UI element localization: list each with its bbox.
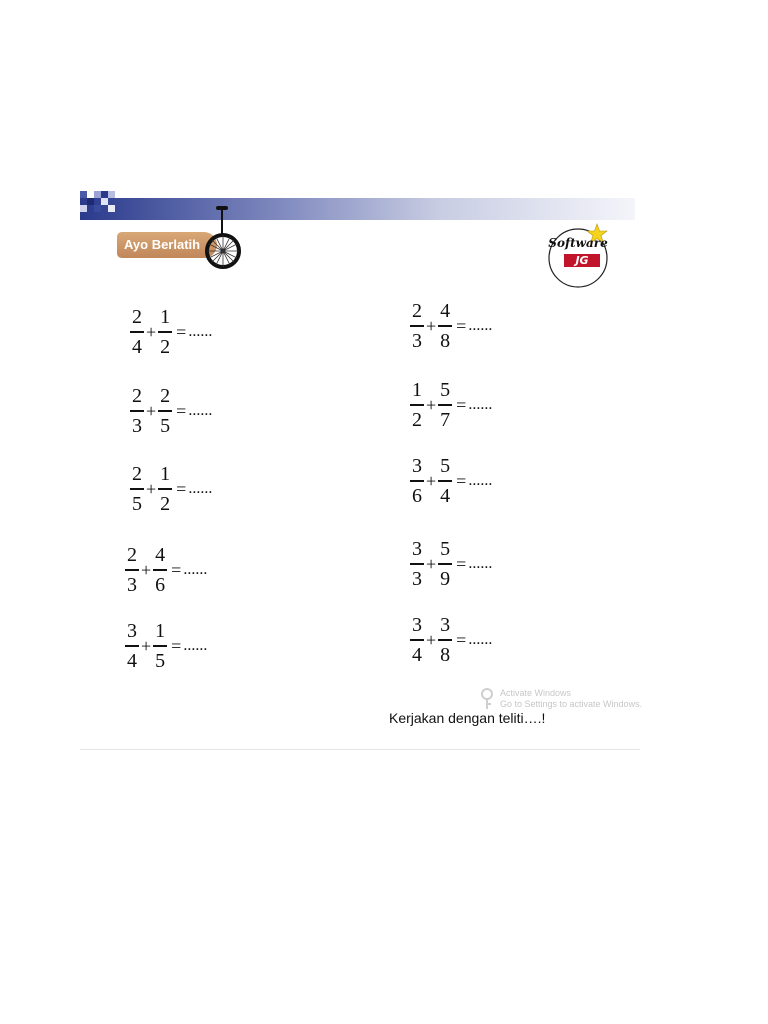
numerator: 3 xyxy=(412,538,422,561)
denominator: 5 xyxy=(160,414,171,437)
unicycle-wheel-icon xyxy=(204,206,244,272)
denominator: 6 xyxy=(412,484,422,507)
answer-blank: ...... xyxy=(188,323,213,340)
numerator: 1 xyxy=(155,620,166,643)
problem-right-1 xyxy=(409,294,492,358)
denominator: 6 xyxy=(155,573,166,596)
numerator: 4 xyxy=(440,300,451,323)
denominator: 3 xyxy=(132,414,142,437)
plus-sign: + xyxy=(141,635,152,656)
numerator: 2 xyxy=(160,385,171,408)
watermark-subtitle: Go to Settings to activate Windows. xyxy=(500,699,643,709)
fraction xyxy=(437,454,453,507)
answer-blank: ...... xyxy=(468,317,493,334)
denominator: 2 xyxy=(160,492,171,515)
numerator: 2 xyxy=(412,300,422,323)
numerator: 2 xyxy=(132,306,142,329)
fraction xyxy=(152,619,168,672)
problem-right-3 xyxy=(409,449,492,513)
denominator: 4 xyxy=(127,649,137,672)
fraction xyxy=(129,462,145,515)
fraction xyxy=(409,613,425,666)
plus-sign: + xyxy=(426,629,437,650)
fraction xyxy=(409,537,425,590)
numerator: 3 xyxy=(412,614,422,637)
fraction xyxy=(129,305,145,358)
answer-blank: ...... xyxy=(188,402,213,419)
answer-blank: ...... xyxy=(468,631,493,648)
answer-blank: ...... xyxy=(183,561,208,578)
fraction xyxy=(124,619,140,672)
denominator: 8 xyxy=(440,643,451,666)
problem-right-5 xyxy=(409,608,492,672)
fraction xyxy=(437,537,453,590)
slide xyxy=(80,188,643,750)
problem-left-4 xyxy=(124,538,207,602)
numerator: 5 xyxy=(440,455,451,478)
answer-blank: ...... xyxy=(468,555,493,572)
denominator: 3 xyxy=(127,573,137,596)
answer-blank: ...... xyxy=(468,396,493,413)
problem-left-1 xyxy=(129,300,212,364)
problem-right-4 xyxy=(409,532,492,596)
denominator: 4 xyxy=(132,335,142,358)
plus-sign: + xyxy=(146,400,157,421)
logo-text: Software xyxy=(548,236,608,250)
plus-sign: + xyxy=(426,315,437,336)
equals-sign: = xyxy=(171,635,182,656)
answer-blank: ...... xyxy=(183,637,208,654)
denominator: 2 xyxy=(160,335,171,358)
equals-sign: = xyxy=(456,470,467,491)
software-jg-logo xyxy=(544,222,612,290)
numerator: 2 xyxy=(132,385,142,408)
equals-sign: = xyxy=(176,321,187,342)
denominator: 4 xyxy=(440,484,451,507)
fraction xyxy=(129,384,145,437)
problem-left-2 xyxy=(129,379,212,443)
equals-sign: = xyxy=(176,478,187,499)
numerator: 3 xyxy=(440,614,451,637)
denominator: 2 xyxy=(412,408,422,431)
fraction xyxy=(157,384,173,437)
numerator: 1 xyxy=(160,463,171,486)
denominator: 7 xyxy=(440,408,451,431)
denominator: 3 xyxy=(412,567,422,590)
numerator: 3 xyxy=(412,455,422,478)
fraction xyxy=(124,543,140,596)
equals-sign: = xyxy=(456,315,467,336)
problem-left-3 xyxy=(129,457,212,521)
denominator: 8 xyxy=(440,329,451,352)
denominator: 4 xyxy=(412,643,422,666)
badge-label: Ayo Berlatih xyxy=(124,237,201,252)
fraction xyxy=(437,299,453,352)
equals-sign: = xyxy=(456,394,467,415)
equals-sign: = xyxy=(456,553,467,574)
numerator: 3 xyxy=(127,620,137,643)
numerator: 2 xyxy=(132,463,142,486)
denominator: 9 xyxy=(440,567,451,590)
numerator: 1 xyxy=(160,306,171,329)
numerator: 4 xyxy=(155,544,166,567)
equals-sign: = xyxy=(171,559,182,580)
plus-sign: + xyxy=(146,478,157,499)
equals-sign: = xyxy=(456,629,467,650)
slide-bottom-divider xyxy=(80,749,640,750)
fraction xyxy=(157,305,173,358)
fraction xyxy=(437,378,453,431)
fraction xyxy=(409,299,425,352)
answer-blank: ...... xyxy=(468,472,493,489)
problem-right-2 xyxy=(409,373,492,437)
numerator: 2 xyxy=(127,544,137,567)
denominator: 5 xyxy=(155,649,166,672)
watermark-title: Activate Windows xyxy=(500,688,572,698)
key-icon xyxy=(480,688,496,710)
plus-sign: + xyxy=(146,321,157,342)
numerator: 1 xyxy=(412,379,422,402)
plus-sign: + xyxy=(141,559,152,580)
numerator: 5 xyxy=(440,538,451,561)
instruction-text: Kerjakan dengan teliti….! xyxy=(389,710,546,726)
fraction xyxy=(157,462,173,515)
plus-sign: + xyxy=(426,553,437,574)
numerator: 5 xyxy=(440,379,451,402)
fraction xyxy=(437,613,453,666)
logo-badge xyxy=(564,254,600,267)
equals-sign: = xyxy=(176,400,187,421)
fraction xyxy=(152,543,168,596)
plus-sign: + xyxy=(426,394,437,415)
denominator: 5 xyxy=(132,492,142,515)
fraction xyxy=(409,454,425,507)
problem-left-5 xyxy=(124,614,207,678)
logo-badge-text: JG xyxy=(575,254,589,267)
plus-sign: + xyxy=(426,470,437,491)
section-badge xyxy=(117,232,217,258)
denominator: 3 xyxy=(412,329,422,352)
answer-blank: ...... xyxy=(188,480,213,497)
fraction xyxy=(409,378,425,431)
header-bar xyxy=(80,198,635,220)
